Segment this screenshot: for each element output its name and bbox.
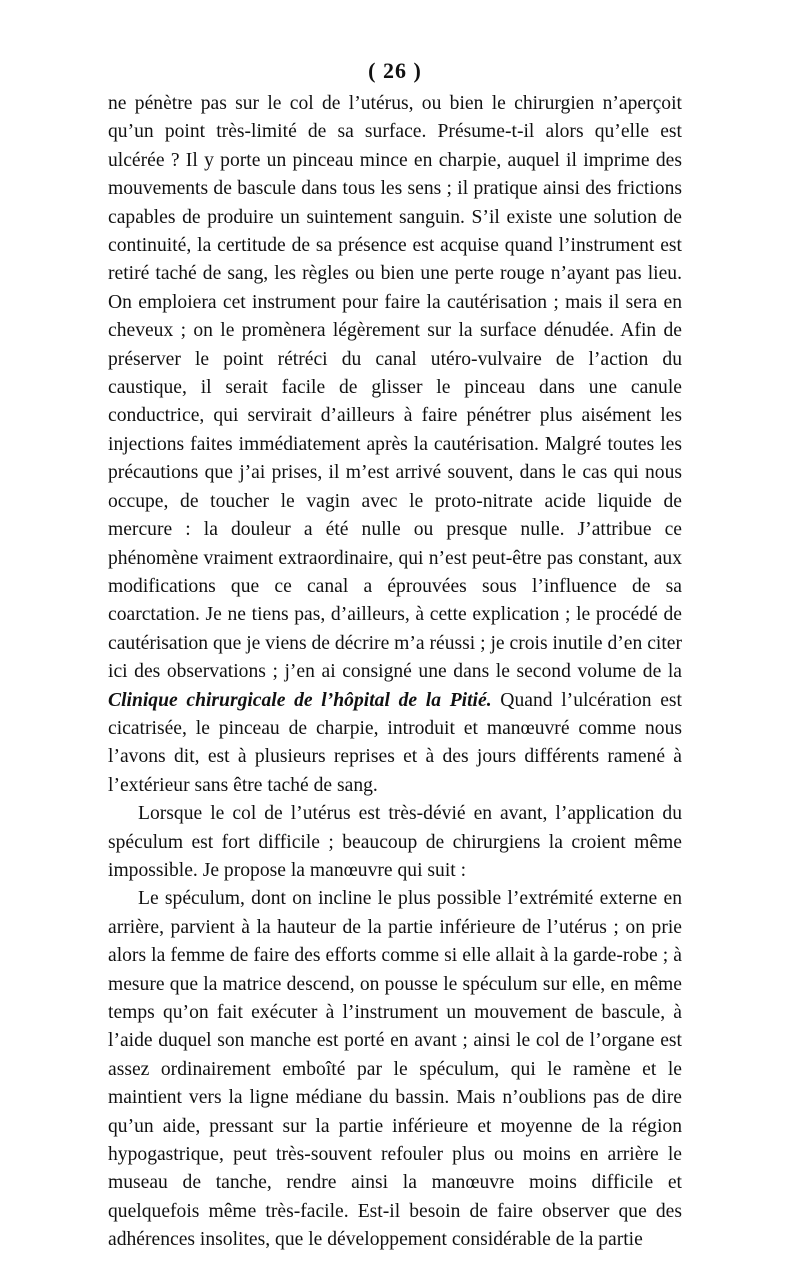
book-page: [108, 56, 682, 1255]
paragraph-2-text: Lorsque le col de l’utérus est très-dévié en avant, l’application du spéculum est fort difficile ; beaucoup de chirurgiens la croient même impossible. Je propose la manœuvre qui suit :: [108, 803, 682, 881]
paragraph-1: [108, 90, 682, 800]
page-number: ( 26 ): [368, 58, 422, 83]
paragraph-1-text: ne pénètre pas sur le col de l’utérus, ou bien le chirurgien n’aperçoit qu’un point très-limité de sa surface. Présume-t-il alors qu’elle est ulcérée ? Il y porte un pinceau mince en charpie, auquel il imprime des mouvements de bascule dans tous les sens ; il pratique ainsi des frictions capables de produire un suintement sanguin. S’il existe une solution de continuité, la certitude de sa présence est acquise quand l’instrument est retiré taché de sang, les règles ou bien une perte rouge n’ayant pas lieu. On emploiera cet instrument pour faire la cautérisation ; mais il sera en cheveux ; on le promènera légèrement sur la surface dénudée. Afin de préserver le point rétréci du canal utéro-vulvaire de l’action du caustique, il serait facile de glisser le pinceau dans une canule conductrice, qui servirait d’ailleurs à faire pénétrer plus aisément les injections faites immédiatement après la cautérisation. Malgré toutes les précautions que j’ai prises, il m’est arrivé souvent, dans le cas qui nous occupe, de toucher le vagin avec le proto-nitrate acide liquide de mercure : la douleur a été nulle ou presque nulle. J’attribue ce phénomène vraiment extraordinaire, qui n’est peut-être pas constant, aux modifications que ce canal a éprouvées sous l’influence de sa coarctation. Je ne tiens pas, d’ailleurs, à cette explication ; le procédé de cautérisation que je viens de décrire m’a réussi ; je crois inutile d’en citer ici des observations ; j’en ai consigné une dans le second volume de la: [108, 93, 682, 683]
paragraph-1-text-end: Quand l’ulcération est cicatrisée, le pinceau de charpie, introduit et manœuvré comme nous l’avons dit, est à plusieurs reprises et à des jours différents ramené à l’extérieur sans être taché de sang.: [108, 689, 682, 796]
paragraph-3: [108, 885, 682, 1254]
book-title-citation: Clinique chirurgicale de l’hôpital de la Pitié.: [108, 689, 492, 711]
paragraph-2: [108, 800, 682, 885]
paragraph-3-text: Le spéculum, dont on incline le plus possible l’extrémité externe en arrière, parvient à la hauteur de la partie inférieure de l’utérus ; on prie alors la femme de faire des efforts comme si elle allait à la garde-robe ; à mesure que la matrice descend, on pousse le spéculum sur elle, en même temps qu’on fait exécuter à l’instrument un mouvement de bascule, à l’aide duquel son manche est porté en avant ; ainsi le col de l’organe est assez ordinairement emboîté par le spéculum, qui le ramène et le maintient vers la ligne médiane du bassin. Mais n’oublions pas de dire qu’un aide, pressant sur la partie inférieure et moyenne de la région hypogastrique, peut très-souvent refouler plus ou moins en arrière le museau de tanche, rendre ainsi la manœuvre moins difficile et quelquefois même très-facile. Est-il besoin de faire observer que des adhérences insolites, que le développement considérable de la partie: [108, 888, 682, 1251]
